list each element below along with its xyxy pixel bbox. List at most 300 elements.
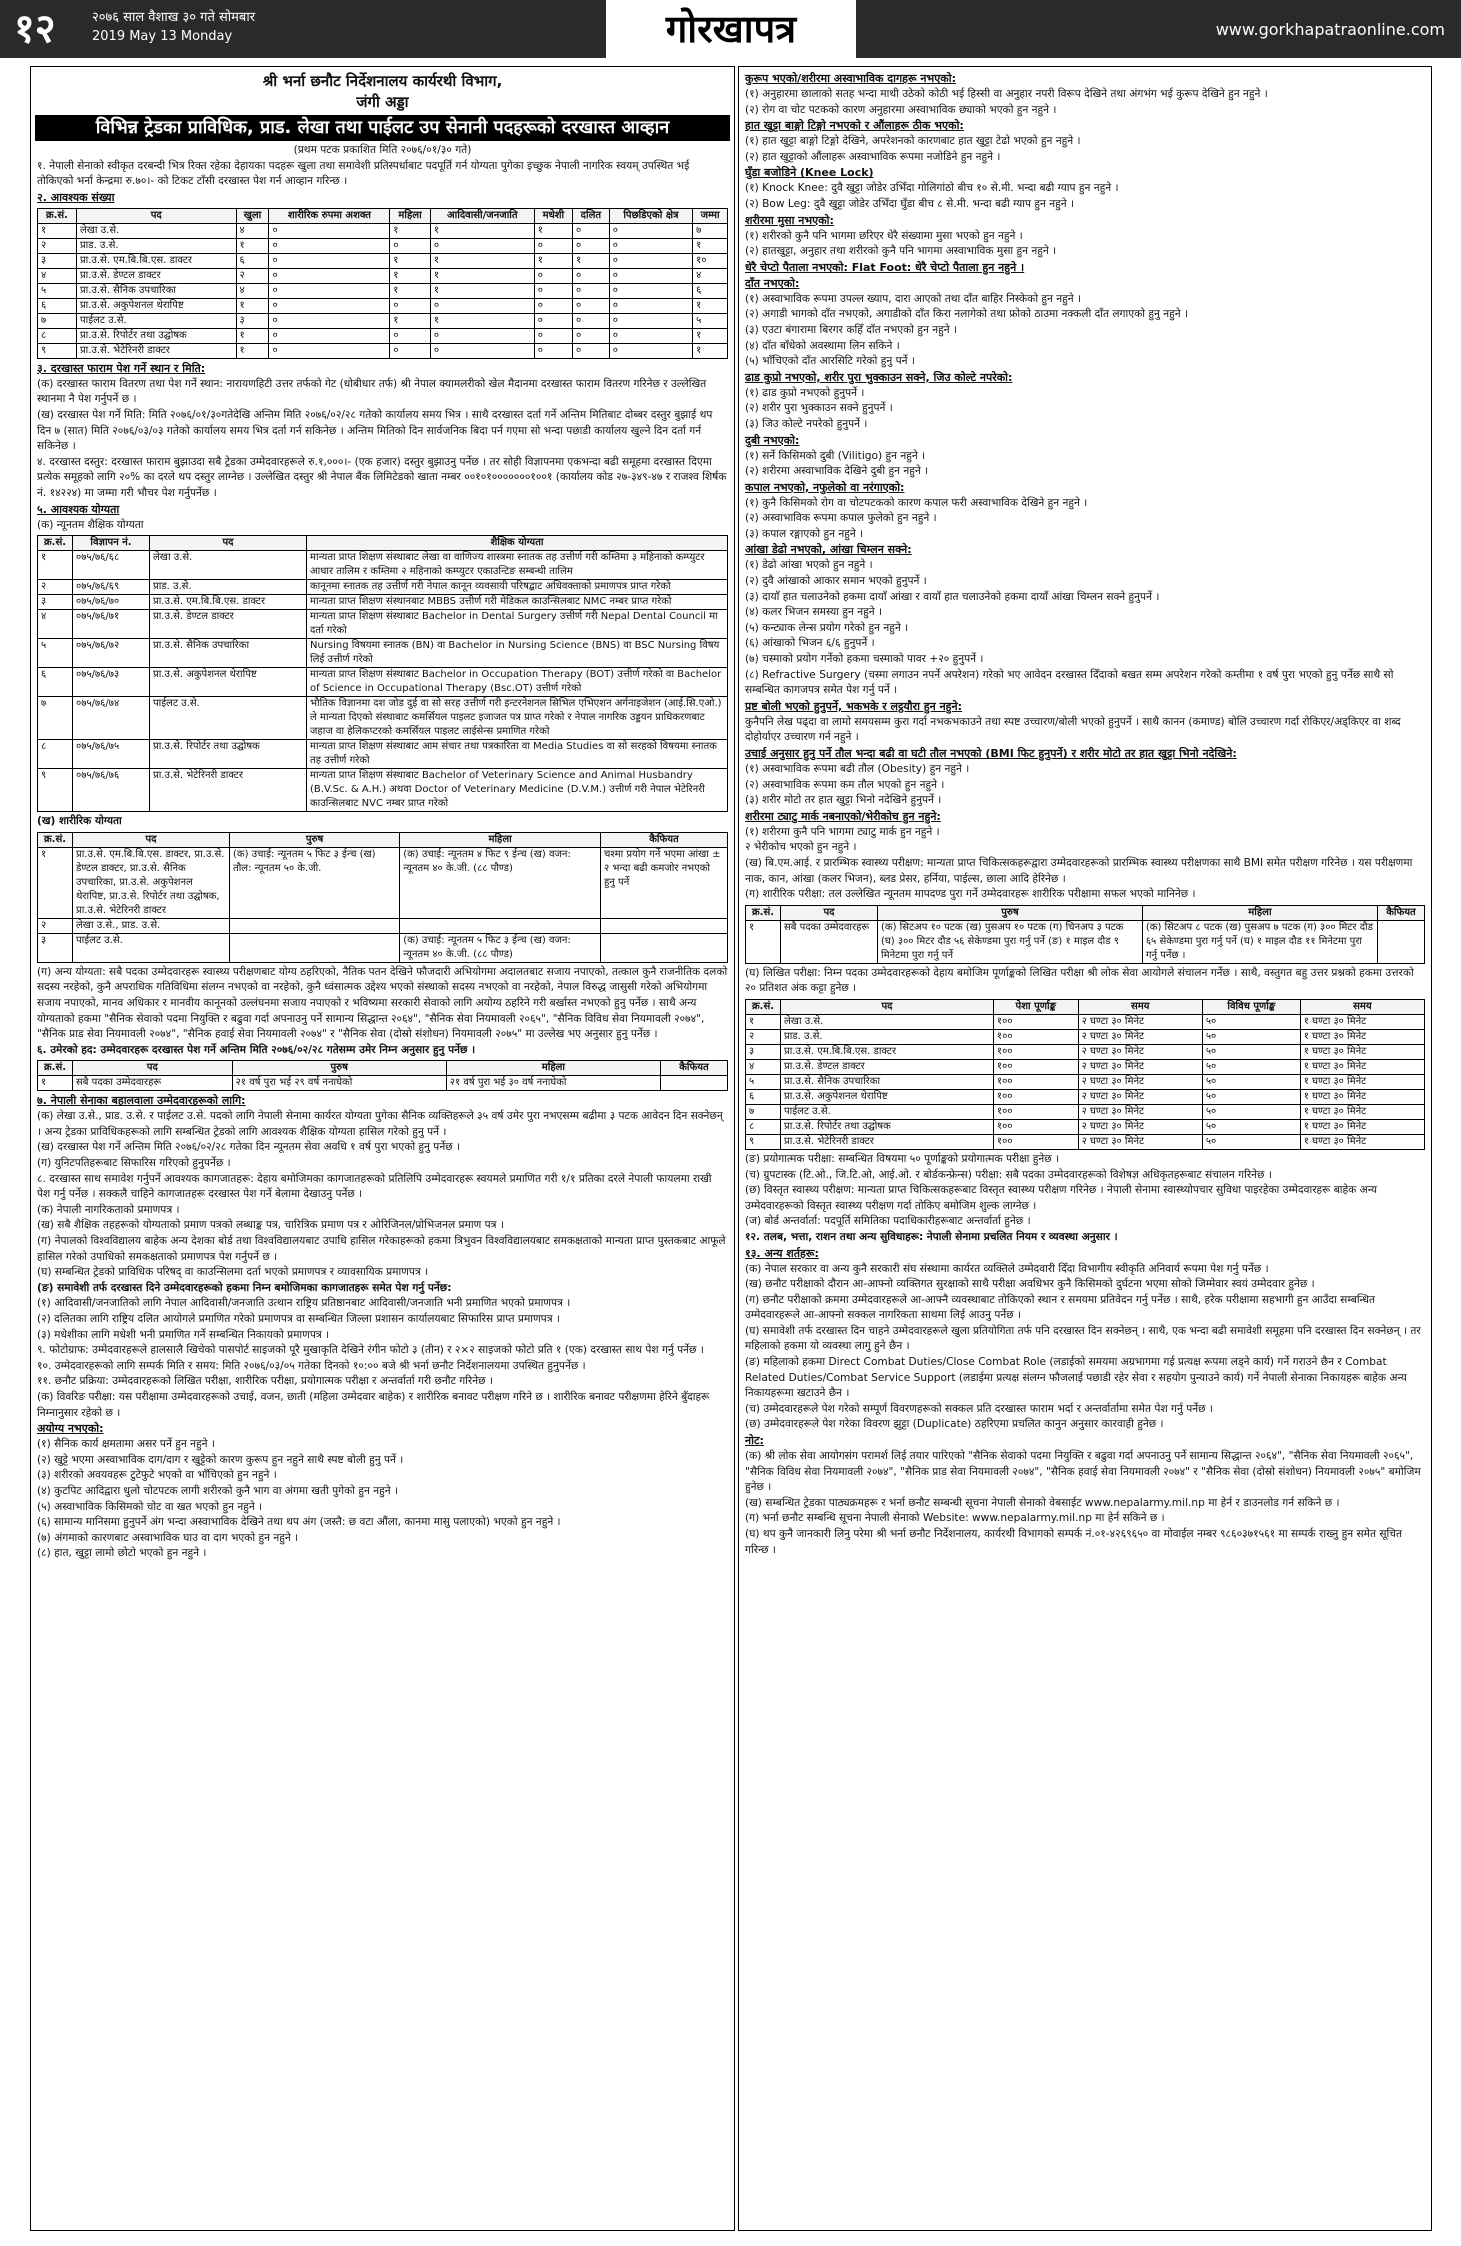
table-cell: ७	[693, 223, 728, 238]
table-cell: ०	[269, 238, 390, 253]
table-cell: १ घण्टा ३० मिनेट	[1300, 1014, 1424, 1029]
paragraph: (क) न्यूनतम शैक्षिक योग्यता	[37, 518, 144, 531]
table-row	[746, 1089, 1425, 1104]
table-row	[38, 610, 728, 639]
table-cell: प्राड. उ.से.	[76, 238, 236, 253]
table-cell: ०	[534, 328, 572, 343]
table-row	[746, 1029, 1425, 1044]
paragraph: (क) नेपाली नागरिकताको प्रमाणपत्र ।	[37, 1203, 180, 1216]
list-item: (६) सामान्य मानिसमा हुनुपर्ने अंग भन्दा अस्वाभाविक देखिने तथा थप अंग (जस्तै: छ वटा औंला, कानमा मासु पलाएको) भएको हुन नहुने ।	[37, 1516, 561, 1529]
table-cell: १ घण्टा ३० मिनेट	[1300, 1074, 1424, 1089]
paragraph: १०. उम्मेदवारहरूको लागि सम्पर्क मिति र समय: मिति २०७६/०३/०५ गतेका दिनको १०:०० बजे श्री भर्ना छनौट निर्देशनालयमा उपस्थित हुनुपर्नेछ ।	[37, 1359, 586, 1372]
list-item: (३) शरीरको अवयवहरू टुटेफुटे भएको वा भाँचिएको हुन नहुने ।	[37, 1469, 277, 1482]
table-cell: १००	[993, 1119, 1078, 1134]
first-publication: (प्रथम पटक प्रकाशित मिति २०७६/०१/३० गते)	[293, 144, 472, 156]
list-item: (छ) उम्मेदवारहरूले पेश गरेका विवरण झुट्टा (Duplicate) ठहरिएमा प्रचलित कानुन अनुसार कारवाही हुनेछ ।	[745, 1418, 1164, 1431]
table-cell: २	[746, 1029, 781, 1044]
table-cell: मान्यता प्राप्त शिक्षण संस्थाबाट आम संचार तथा पत्रकारिता वा Media Studies वा सो सरहको विषयमा स्नातक तह उत्तीर्ण गरेको	[307, 740, 728, 769]
table-cell: ०	[534, 238, 572, 253]
list-item: २ भेरीकोच भएको हुन नहुने ।	[745, 841, 857, 854]
paragraph: ११. छनौट प्रक्रिया: उम्मेदवारहरूको लिखित परीक्षा, शारीरिक परीक्षा, प्रयोगात्मक परीक्षा र अन्तर्वार्ता गरी छनौट गरिनेछ ।	[37, 1375, 493, 1388]
table-cell: ०	[609, 298, 692, 313]
table-row	[38, 343, 728, 358]
section-heading: ३. दरखास्त फाराम पेश गर्ने स्थान र मिति:	[37, 361, 206, 375]
table-cell: १	[38, 847, 73, 918]
table-cell: ०	[430, 238, 534, 253]
table-cell: १००	[993, 1044, 1078, 1059]
list-item: (५) भाँचिएको दाँत आरसिटि गरेको हुनु पर्ने ।	[745, 355, 915, 368]
section-heading: ७. नेपाली सेनाका बहालवाला उम्मेदवारहरूको लागि:	[37, 1094, 246, 1108]
table-row	[746, 1074, 1425, 1089]
paragraph: (ख) सबै शैक्षिक तहहरूको योग्यताको प्रमाण पत्रको लब्धाङ्क पत्र, चारित्रिक प्रमाण पत्र र ओरिजिनल/प्रोभिजनल प्रमाण पत्र ।	[37, 1219, 504, 1232]
table-cell: २ घण्टा ३० मिनेट	[1078, 1044, 1202, 1059]
section-heading: आंखा डेढो नभएको, आंखा चिम्लन सक्ने:	[745, 543, 912, 557]
list-item: (८) हात, खुट्टा लामो छोटो भएको हुन नहुने ।	[37, 1547, 207, 1560]
table-cell: ०	[534, 283, 572, 298]
paragraph: (ग) शारीरिक परीक्षा: तल उल्लेखित न्यूनतम मापदण्ड पुरा गर्ने उम्मेदवारहरू शारीरिक परीक्षामा सफल भएको मानिनेछ ।	[745, 888, 1196, 901]
section-heading: नोट:	[745, 1434, 764, 1448]
table-row	[38, 918, 728, 933]
table-cell: ०	[609, 313, 692, 328]
table-cell: ६	[236, 253, 269, 268]
table-row	[746, 920, 1425, 963]
table-cell	[1378, 920, 1425, 963]
table-cell: ०७५/७६/७१	[73, 610, 150, 639]
table-cell: ५	[38, 283, 77, 298]
table-row	[38, 328, 728, 343]
list-item: (४) दाँत बाँधेको अवस्थामा लिन सकिने ।	[745, 339, 900, 352]
table-cell: २ घण्टा ३० मिनेट	[1078, 1104, 1202, 1119]
criteria-list	[739, 87, 1431, 118]
paragraph: ४. दरखास्त दस्तुर: दरखास्त फाराम बुझाउदा सबै ट्रेडका उम्मेदवारहरूले रु.१,०००।- (एक हजार) दस्तुर बुझाउनु पर्नेछ । तर सोही विज्ञापनमा एकभन्दा बढी समूहमा दरखास्त दिएमा प्रत्येक समूहको लागि २०% का दरले थप दस्तुर लाग्नेछ । उल्लेखित दस्तुर श्री नेपाल बैंक लिमिटेडको खाता नम्बर ००१०१०००००००१००१ (कार्यालय कोड २७-३४९-४७ र राजश्व शिर्षक नं. १४२२४) मा जम्मा गरी भौचर पेश गर्नुपर्नेछ ।	[37, 455, 727, 499]
table-cell: Nursing विषयमा स्नातक (BN) वा Bachelor in Nursing Science (BNS) वा BSC Nursing विषय लिई उत्तीर्ण गरेको	[307, 639, 728, 668]
table-cell: १	[746, 920, 781, 963]
table-cell: ३	[746, 1044, 781, 1059]
physical-table	[37, 832, 728, 963]
section-heading: हात खुट्टा बाङ्गो टिङ्गो नभएको र औंलाहरू ठीक भएको:	[745, 119, 964, 133]
table-cell: ५०	[1202, 1074, 1300, 1089]
list-item: (३) शरीर मोटो तर हात खुट्टा भिनो नदेखिने हुनुपर्ने ।	[745, 794, 942, 807]
table-cell: प्रा.उ.से. अकुपेशनल थेरापिष्ट	[781, 1089, 994, 1104]
table-cell: ०	[609, 343, 692, 358]
table-cell: २	[38, 580, 73, 595]
table-cell: २ घण्टा ३० मिनेट	[1078, 1014, 1202, 1029]
table-cell: ५	[38, 639, 73, 668]
criteria-list	[739, 229, 1431, 260]
table-cell: ५०	[1202, 1134, 1300, 1149]
paragraph: (ग) अन्य योग्यता: सबै पदका उम्मेदवारहरू स्वास्थ्य परीक्षणबाट योग्य ठहरिएको, नैतिक पतन देखिने फौजदारी अभियोगमा अदालतबाट सजाय नपाएको, तत्काल कुनै राजनीतिक दलको सदस्य नरहेको, कुनै अपराधिक गतिविधिमा संलग्न नभएको वा नरहेको, कुनै ध्वंसात्मक उद्देश्य भएको संस्थाको सदस्य नभएको वा नरहेको, नेपाल विरुद्ध जासुसी गरेको अभियोगमा सजाय नपाएको, मानव अधिकार र मानवीय कानूनको उल्लंघनमा सजाय नपाएको र भविष्यमा सरकारी सेवाको लागि अयोग्य ठहरिने गरी बर्खास्त नभएको हुनु पर्नेछ । साथै अन्य योग्यताको हकमा "सैनिक सेवाको पदमा नियुक्ति र बढुवा गर्दा अपनाउनु पर्ने सामान्य सिद्धान्त २०६४", "सैनिक सेवा नियमावली २०६५", "सैनिक विविध सेवा नियमावली २०७४", "सैनिक प्राड सेवा नियमावली २०७४", "सैनिक हवाई सेवा नियमावली २०७४" र "सैनिक सेवा (दोस्रो संशोधन) नियमावली २०७५" मा उल्लेख भए अनुसार हुनु पर्नेछ ।	[37, 965, 728, 1041]
table-cell: प्रा.उ.से. अकुपेशनल थेरापिष्ट	[150, 668, 307, 697]
table-cell: ०	[430, 298, 534, 313]
table-cell: ०	[609, 223, 692, 238]
table-cell: ०	[609, 328, 692, 343]
table-row	[38, 595, 728, 610]
list-item: (४) कुटपिट आदिद्वारा धुलो चोटपटक लागी शरीरको कुनै भाग वा अंगमा खती पुगेको हुन नहुने ।	[37, 1484, 398, 1497]
table-cell: ०	[269, 283, 390, 298]
list-item: (३) दायाँ हात चलाउनेको हकमा दायाँ आंखा र वायाँ हात चलाउनेको हकमा दायाँ आंखा चिम्लन सक्ने हुनुपर्ने ।	[745, 590, 1160, 603]
table-cell: सबै पदका उम्मेदवारहरू	[73, 1076, 233, 1091]
list-item: (२) Bow Leg: दुवै खुट्टा जोडेर उभिँदा घुँडा बीच ८ से.मी. भन्दा बढी ग्याप हुन नहुने ।	[745, 197, 1074, 210]
table-cell: ५०	[1202, 1029, 1300, 1044]
paragraph: (१) आदिवासी/जनजातिको लागि नेपाल आदिवासी/जनजाति उत्थान राष्ट्रिय प्रतिष्ठानबाट आदिवासी/जनजाति भनी प्रमाणित भएको प्रमाणपत्र ।	[37, 1297, 571, 1310]
exam-table	[745, 999, 1425, 1150]
seats-table	[37, 208, 728, 359]
org-sub: जंगी अड्डा	[356, 93, 409, 111]
table-cell	[601, 933, 728, 962]
table-cell: ०	[573, 238, 610, 253]
page-number: १२	[14, 5, 56, 52]
table-cell: ५०	[1202, 1119, 1300, 1134]
table-cell: प्रा.उ.से. एम.बि.बि.एस. डाक्टर, प्रा.उ.से. डेण्टल डाक्टर, प्रा.उ.से. सैनिक उपचारिका, प्रा.उ.से. अकुपेशनल थेरापिष्ट, प्रा.उ.से. रिपोर्टर तथा उद्घोषक, प्रा.उ.से. भेटेरिनरी डाक्टर	[73, 847, 230, 918]
table-cell: ०७५/७६/७४	[73, 697, 150, 740]
table-cell: प्रा.उ.से. डेण्टल डाक्टर	[781, 1059, 994, 1074]
table-cell: ३	[38, 933, 73, 962]
paragraph: (ज) बोर्ड अन्तर्वार्ता: पदपूर्ति समितिका पदाधिकारीहरूबाट अन्तर्वार्ता हुनेछ ।	[745, 1215, 1031, 1228]
criteria-list	[739, 449, 1431, 480]
table-cell: १	[38, 551, 73, 580]
table-cell: ४	[38, 268, 77, 283]
table-header: क्र.सं. पद पुरुष महिला कैफियत	[38, 832, 728, 847]
table-cell: ०	[534, 298, 572, 313]
section-heading: १३. अन्य शर्तहरू:	[745, 1246, 819, 1260]
table-header: क्र.सं. पद पुरुष महिला कैफियत	[746, 905, 1425, 920]
table-cell: ०	[609, 238, 692, 253]
table-cell: ०	[390, 343, 431, 358]
table-cell: २१ वर्ष पुरा भई २९ वर्ष ननाघेको	[232, 1076, 446, 1091]
table-cell: ०	[269, 223, 390, 238]
list-item: (३) जिउ कोल्टे नपरेको हुनुपर्ने ।	[745, 417, 868, 430]
table-cell	[400, 918, 601, 933]
table-row	[38, 847, 728, 918]
table-row	[746, 1134, 1425, 1149]
paragraph: (ख) दरखास्त पेश गर्ने मिति: मिति २०७६/०१/३०गतेदेखि अन्तिम मिति २०७६/०२/२८ गतेको कार्यालय समय भित्र । साथै दरखास्त दर्ता गर्ने अन्तिम मितिबाट दोब्बर दस्तुर बुझाई थप दिन ७ (सात) मिति २०७६/०३/०३ गतेको कार्यालय समय भित्र दर्ता गर्न सकिनेछ । अन्तिम मितिको दिन सार्वजनिक बिदा पर्न गएमा सो भन्दा पछाडी कार्यालय खुल्ने दिन दर्ता गर्न सकिनेछ ।	[37, 408, 713, 453]
table-cell: ८	[746, 1119, 781, 1134]
table-cell: ०७५/७६/७६	[73, 769, 150, 812]
table-cell: ०	[269, 313, 390, 328]
table-header: क्र.सं. पद पेशा पूर्णाङ्क समय विविध पूर्णाङ्क समय	[746, 999, 1425, 1014]
table-cell: ०	[573, 223, 610, 238]
criteria-list	[739, 558, 1431, 698]
table-cell: १००	[993, 1134, 1078, 1149]
list-item: (च) उम्मेदवारहरूले पेश गरेको सम्पूर्ण विवरणहरूको सक्कल प्रति दरखास्त फाराम भर्दा र अन्तर्वार्तामा समेत पेश गर्नु पर्नेछ ।	[745, 1402, 1213, 1415]
table-cell: १	[38, 1076, 73, 1091]
table-cell: ०	[573, 343, 610, 358]
table-row	[746, 1059, 1425, 1074]
paragraph: (ङ) प्रयोगात्मक परीक्षा: सम्बन्धित विषयमा ५० पूर्णाङ्कको प्रयोगात्मक परीक्षा हुनेछ ।	[745, 1152, 1060, 1165]
list-item: (१) अनुहारमा छालाको सतह भन्दा माथी उठेको कोठी भई हिस्सी वा अनुहार नपरी विरूप देखिने तथा अंगभंग भई कुरूप देखिने हुन नहुने ।	[745, 88, 1268, 100]
table-cell: २ घण्टा ३० मिनेट	[1078, 1059, 1202, 1074]
table-cell: प्रा.उ.से. भेटेरिनरी डाक्टर	[150, 769, 307, 812]
list-item: (२) हात खुट्टाको औंलाहरू अस्वाभाविक रूपमा नजोडिने हुन नहुने ।	[745, 150, 1001, 163]
table-cell: मान्यता प्राप्त शिक्षण संस्थाबाट लेखा वा वाणिज्य शास्त्रमा स्नातक तह उत्तीर्ण गरी कम्तिमा ३ महिनाको कम्प्युटर आधार तालिम र कम्तिमा २ महिनाको कम्प्युटर एकाउन्टिङ सम्बन्धी तालिम	[307, 551, 728, 580]
list-item: (१) डेढो आंखा भएको हुन नहुने ।	[745, 559, 873, 572]
table-cell: १	[236, 298, 269, 313]
table-cell: ४	[38, 610, 73, 639]
paragraph: (घ) लिखित परीक्षा: निम्न पदका उम्मेदवारहरूको देहाय बमोजिम पूर्णाङ्कको लिखित परीक्षा श्री लोक सेवा आयोगले संचालन गर्नेछ । साथै, वस्तुगत बहु उत्तर प्रश्नको हकमा उत्तरको २० प्रतिशत अंक कट्टा हुनेछ ।	[745, 966, 1414, 995]
paragraph: (ग) युनिटपतिहरूबाट सिफारिस गरिएको हुनुपर्नेछ ।	[37, 1157, 231, 1170]
table-cell: १	[236, 238, 269, 253]
table-cell: प्रा.उ.से. सैनिक उपचारिका	[150, 639, 307, 668]
table-cell: १	[693, 238, 728, 253]
table-row	[746, 1044, 1425, 1059]
section-heading: ५. आवश्यक योग्यता	[37, 502, 120, 516]
list-item: (२) शरीरमा अस्वाभाविक देखिने दुबी हुन नहुने ।	[745, 465, 929, 478]
table-cell: २	[38, 238, 77, 253]
table-cell: ०७५/७६/६८	[73, 551, 150, 580]
table-cell: १	[573, 253, 610, 268]
table-cell: मान्यता प्राप्त शिक्षण संस्थाबाट Bachelor of Veterinary Science and Animal Husbandry (B.V.Sc. & A.H.) अथवा Doctor of Veterinary Medicine (D.V.M.) उत्तीर्ण गरी नेपाल भेटेरिनरी काउन्सिलबाट NVC नम्बर प्राप्त गरेको	[307, 769, 728, 812]
intro-paragraph: १. नेपाली सेनाको स्वीकृत दरबन्दी भित्र रिक्त रहेका देहायका पदहरू खुला तथा समावेशी प्रतिस्पर्धाबाट पदपूर्ति गर्न योग्यता पुगेका इच्छुक नेपाली नागरिक स्वयम् उपस्थित भई तोकिएको भर्ना केन्द्रमा रु.७०।- को टिकट टाँसी दरखास्त पेश गर्न आव्हान गरिन्छ ।	[37, 159, 690, 188]
paragraph: (क) लेखा उ.से., प्राड. उ.से. र पाईलट उ.से. पदको लागि नेपाली सेनामा कार्यरत योग्यता पुगेका सैनिक व्यक्तिहरूले ३५ वर्ष उमेर पुरा नभएसम्म बढीमा ३ पटक आवेदन दिन सक्नेछन् । अन्य ट्रेडका प्राविधिकहरूको लागि सम्बन्धित ट्रेडको लागि आवश्यक शैक्षिक योग्यता हासिल गरेको हुनु पर्ने ।	[37, 1110, 723, 1138]
table-cell: २ घण्टा ३० मिनेट	[1078, 1089, 1202, 1104]
table-cell: (क) सिटअप १० पटक (ख) पुसअप १० पटक (ग) चिनअप ३ पटक (घ) ३०० मिटर दौड ५६ सेकेण्डमा पुरा गर्नु पर्ने (ङ) १ माइल दौड ९ मिनेटमा पुरा गर्नु पर्ने	[878, 920, 1143, 963]
list-item: (३) कपाल रङ्गाएको हुन नहुने ।	[745, 527, 864, 540]
table-header: क्र.सं. पद पुरुष महिला कैफियत	[38, 1061, 728, 1076]
section-heading: दुबी नभएको:	[745, 433, 800, 447]
table-cell: प्रा.उ.से. रिपोर्टर तथा उद्घोषक	[150, 740, 307, 769]
criteria-list	[739, 292, 1431, 370]
table-row	[38, 1076, 728, 1091]
table-cell: ०	[390, 328, 431, 343]
list-item: (७) चस्माको प्रयोग गर्नेको हकमा चस्माको पावर +२० हुनुपर्ने ।	[745, 653, 984, 666]
table-cell: कानूनमा स्नातक तह उत्तीर्ण गरी नेपाल कानून व्यवसायी परिषद्बाट अधिवक्ताको प्रमाणपत्र प्राप्त गरेको	[307, 580, 728, 595]
paragraph: (क) दरखास्त फाराम वितरण तथा पेश गर्ने स्थान: नारायणहिटी उत्तर तर्फको गेट (धोबीधार तर्फ) श्री नेपाल क्यामलरीको खेल मैदानमा दरखास्त फाराम वितरण गरिनेछ र उल्लेखित स्थानमा नै पेश गर्नुपर्ने छ ।	[37, 377, 707, 406]
table-cell: ०	[534, 313, 572, 328]
table-cell: १ घण्टा ३० मिनेट	[1300, 1044, 1424, 1059]
table-cell: ०	[534, 343, 572, 358]
table-cell: (क) उचाई: न्यूनतम ५ फिट ३ ईन्च (ख) तौल: न्यूनतम ५० के.जी.	[230, 847, 400, 918]
table-cell: १००	[993, 1059, 1078, 1074]
table-cell: लेखा उ.से.	[150, 551, 307, 580]
newspaper-header	[0, 0, 1461, 58]
table-cell: प्राड. उ.से.	[150, 580, 307, 595]
table-cell: ०	[269, 343, 390, 358]
table-cell: ०	[269, 253, 390, 268]
criteria-list	[31, 1437, 734, 1562]
table-cell: १	[390, 268, 431, 283]
paragraph: ९. फोटोग्राफ: उम्मेदवारहरूले हालसालै खिचेको पासपोर्ट साइजको पूरै मुखाकृति देखिने रंगीन फोटो ३ (तीन) र २×२ साइजको फोटो प्रति १ (एक) दरखास्त साथ पेश गर्नु पर्नेछ ।	[37, 1344, 704, 1357]
table-cell: प्रा.उ.से. एम.बि.बि.एस. डाक्टर	[76, 253, 236, 268]
table-cell: ४	[236, 223, 269, 238]
list-item: (८) Refractive Surgery (चस्मा लगाउन नपर्ने अपरेशन) गरेको भए आवेदन दरखास्त दिँदाको बखत सम्म अपरेशन गरेको कम्तीमा १ वर्ष पुरा भएको हुनु पर्नेछ साथै सो सम्बन्धित कागजपत्र समेत पेश गर्नु पर्ने ।	[745, 668, 1394, 697]
list-item: (ख) सम्बन्धित ट्रेडका पाठ्यक्रमहरू र भर्ना छनौट सम्बन्धी सूचना नेपाली सेनाको वेबसाईट www.nepalarmy.mil.np मा हेर्न र डाउनलोड गर्न सकिने छ ।	[745, 1496, 1340, 1509]
section-heading: कपाल नभएको, नफुलेको वा नरंगाएको:	[745, 480, 905, 494]
paragraph: (ख) शारीरिक योग्यता	[37, 815, 122, 828]
table-cell: २ घण्टा ३० मिनेट	[1078, 1029, 1202, 1044]
left-column	[30, 66, 735, 2231]
table-row	[38, 223, 728, 238]
table-row	[746, 1104, 1425, 1119]
table-cell: १	[390, 253, 431, 268]
table-cell	[230, 918, 400, 933]
paragraph: ८. दरखास्त साथ समावेश गर्नुपर्ने आवश्यक कागजातहरू: देहाय बमोजिमका कागजातहरूको प्रतिलिपि उम्मेदवारहरू स्वयमले प्रमाणित गरी १/१ प्रतिका दरले नेपाली फायलमा राखी पेश गर्नु पर्नेछ । सक्कलै चाहिने कागजातहरू दरखास्त पेश गर्ने बेलामा देखाउनु पर्नेछ ।	[37, 1172, 712, 1201]
table-cell: १ घण्टा ३० मिनेट	[1300, 1059, 1424, 1074]
table-row	[38, 933, 728, 962]
table-cell: ५०	[1202, 1014, 1300, 1029]
list-item: (ख) छनौट परीक्षाको दौरान आ-आफ्नो व्यक्तिगत सुरक्षाको साथै परीक्षा अवधिभर कुनै किसिमको दुर्घटना भएमा सोको जिम्मेवार स्वयं उम्मेदवार हुनेछ ।	[745, 1278, 1315, 1291]
table-cell: प्राड. उ.से.	[781, 1029, 994, 1044]
list-item: (४) कलर भिजन समस्या हुन नहुने ।	[745, 606, 882, 619]
table-row	[38, 253, 728, 268]
table-cell: प्रा.उ.से. रिपोर्टर तथा उद्घोषक	[76, 328, 236, 343]
table-cell: ४	[236, 283, 269, 298]
table-cell: १	[390, 283, 431, 298]
table-cell: १००	[993, 1089, 1078, 1104]
table-row	[38, 268, 728, 283]
table-cell: ०	[609, 268, 692, 283]
list-item: (१) Knock Knee: दुवै खुट्टा जोडेर उभिँदा गोलिगांठो बीच १० से.मी. भन्दा बढी ग्याप हुन नहुने ।	[745, 182, 1119, 195]
section-heading: ढाड कुप्रो नभएको, शरीर पुरा भुक्काउन सक्ने, जिउ कोल्टे नपरेको:	[745, 370, 1013, 384]
table-row	[38, 551, 728, 580]
table-cell: १	[38, 223, 77, 238]
table-cell: (क) उचाई: न्यूनतम ४ फिट ९ ईन्च (ख) वजन: न्यूनतम ४० के.जी. (८८ पौण्ड)	[400, 847, 601, 918]
date-english: 2019 May 13 Monday	[92, 29, 233, 44]
list-item: (घ) समावेशी तर्फ दरखास्त दिन चाहने उम्मेदवारहरूले खुला प्रतियोगिता तर्फ पनि दरखास्त दिन सक्नेछन् । साथै, एक भन्दा बढी समावेशी समूहमा पनि दरखास्त दिन सक्नेछन् । तर महिलाको हकमा यो व्यवस्था लागु हुने छैन ।	[745, 1324, 1421, 1353]
conditions-list	[739, 1262, 1431, 1434]
table-cell: १	[430, 268, 534, 283]
table-cell: १ घण्टा ३० मिनेट	[1300, 1134, 1424, 1149]
table-cell: ०७५/७६/७०	[73, 595, 150, 610]
table-cell	[230, 933, 400, 962]
age-table	[37, 1060, 728, 1091]
table-cell: १०	[693, 253, 728, 268]
list-item: (१) ढाड कुप्रो नभएको हुनुपर्ने ।	[745, 386, 865, 399]
table-cell: ५०	[1202, 1104, 1300, 1119]
table-cell: १	[534, 223, 572, 238]
table-cell: ७	[746, 1104, 781, 1119]
table-cell: ०	[609, 253, 692, 268]
table-row	[38, 740, 728, 769]
table-cell: १००	[993, 1074, 1078, 1089]
table-cell: ८	[38, 328, 77, 343]
list-item: (१) कुनै किसिमको रोग वा चोटपटकको कारण कपाल फरी अस्वाभाविक देखिने हुन नहुने ।	[745, 496, 1088, 509]
table-cell: ०	[573, 298, 610, 313]
paragraph: (ग) नेपालको विश्वविद्यालय बाहेक अन्य देशका बोर्ड तथा विश्वविद्यालयबाट उपाधि हासिल गरेकाहरूको हकमा त्रिभुवन विश्वविद्यालयबाट समकक्षताको मान्यता प्राप्त पुस्तकबाट आफूले हासिल गरेको उपाधिको समकक्षताको प्रमाणपत्र पेश गर्नुपर्ने छ ।	[37, 1235, 726, 1263]
table-cell: ३	[38, 595, 73, 610]
paragraph: ६. उमेरको हद: उम्मेदवारहरू दरखास्त पेश गर्ने अन्तिम मिति २०७६/०२/२८ गतेसम्म उमेर निम्न अनुसार हुनु पर्नेछ ।	[37, 1043, 476, 1056]
paragraph: (ङ) समावेशी तर्फ दरखास्त दिने उम्मेदवारहरूको हकमा निम्न बमोजिमका कागजातहरू समेत पेश गर्नु पर्नेछ:	[37, 1281, 452, 1294]
table-cell: १ घण्टा ३० मिनेट	[1300, 1089, 1424, 1104]
table-cell: प्रा.उ.से. अकुपेशनल थेरापिष्ट	[76, 298, 236, 313]
table-cell: ७	[38, 313, 77, 328]
table-cell: ३	[38, 253, 77, 268]
criteria-list	[739, 181, 1431, 212]
list-item: (६) आंखाको भिजन ६/६ हुनुपर्ने ।	[745, 637, 875, 650]
list-item: (१) अस्वाभाविक रूपमा बढी तौल (Obesity) हुन नहुने ।	[745, 763, 970, 775]
table-cell: लेखा उ.से.	[76, 223, 236, 238]
table-row	[38, 580, 728, 595]
table-cell: ५०	[1202, 1059, 1300, 1074]
paragraph: १२. तलब, भत्ता, राशन तथा अन्य सुविधाहरू: नेपाली सेनामा प्रचलित नियम र व्यवस्था अनुसार ।	[745, 1230, 1118, 1243]
table-cell: १	[390, 313, 431, 328]
right-column	[738, 66, 1432, 2231]
issue-date	[92, 8, 255, 46]
table-cell: पाईलट उ.से.	[76, 313, 236, 328]
list-item: (ग) भर्ना छनौट सम्बन्धि सूचना नेपाली सेनाको Website: www.nepalarmy.mil.np मा हेर्न सकिने छ ।	[745, 1512, 1165, 1525]
list-item: (२) अगाडी भागको दाँत नभएको, अगाडीको दाँत किरा नलागेको तथा फ्रोको ठाउमा नक्कली दाँत लगाएको हुनु नहुने ।	[745, 308, 1188, 321]
paragraph: (ख) बि.एम.आई. र प्रारम्भिक स्वास्थ्य परीक्षण: मान्यता प्राप्त चिकित्सकहरूद्वारा उम्मेदवारहरूको प्रारम्भिक स्वास्थ्य परीक्षणका साथै BMI समेत परीक्षण गरिनेछ । यस परीक्षणमा नाक, कान, आंखा (कलर भिजन), ब्लड प्रेसर, हर्निया, पाईल्स, छाला आदि हेरिनेछ ।	[745, 856, 1413, 885]
table-cell: ९	[38, 769, 73, 812]
table-cell: ०	[430, 343, 534, 358]
org-name: श्री भर्ना छनौट निर्देशनालय कार्यरथी विभाग,	[262, 72, 503, 90]
section-heading: अयोग्य नभएको:	[37, 1422, 104, 1436]
table-cell: १००	[993, 1104, 1078, 1119]
table-cell: १	[746, 1014, 781, 1029]
paragraph: (२) दलितका लागि राष्ट्रिय दलित आयोगले प्रमाणित गरेको प्रमाणपत्र वा सम्बन्धित जिल्ला प्रशासन कार्यालयबाट सिफारिस प्राप्त प्रमाणपत्र ।	[37, 1313, 560, 1325]
table-cell: १	[693, 298, 728, 313]
table-cell: मान्यता प्राप्त शिक्षण संस्थाबाट Bachelor in Dental Surgery उत्तीर्ण गरी Nepal Dental Council मा दर्ता गरेको	[307, 610, 728, 639]
table-cell: ९	[746, 1134, 781, 1149]
table-header: क्र.सं. पद खुला शारीरिक रुपमा अशक्त महिला आदिवासी/जनजाति मधेशी दलित पिछडिएको क्षेत्र जम्मा	[38, 208, 728, 223]
table-cell: १ घण्टा ३० मिनेट	[1300, 1119, 1424, 1134]
table-cell: ०	[390, 238, 431, 253]
table-cell: ०	[573, 313, 610, 328]
list-item: (क) नेपाल सरकार वा अन्य कुनै सरकारी संघ संस्थामा कार्यरत व्यक्तिले उम्मेदवारी दिँदा विभागीय स्वीकृति अनिवार्य रूपमा पेश गर्नु पर्नेछ ।	[745, 1262, 1269, 1275]
table-cell	[601, 918, 728, 933]
list-item: (१) सैनिक कार्य क्षमतामा असर पर्ने हुन नहुने ।	[37, 1438, 215, 1451]
table-cell: २ घण्टा ३० मिनेट	[1078, 1119, 1202, 1134]
table-cell: १	[236, 328, 269, 343]
table-cell: लेखा उ.से.	[781, 1014, 994, 1029]
table-row	[38, 769, 728, 812]
table-cell: प्रा.उ.से. भेटेरिनरी डाक्टर	[76, 343, 236, 358]
list-item: (१) हात खुट्टा बाङ्गो टिङ्गो देखिने, अपरेशनको कारणबाट हात खुट्टा टेढो भएको हुन नहुने ।	[745, 135, 1081, 148]
section-heading: कुरूप भएको/शरीरमा अस्वाभाविक दागहरू नभएको:	[745, 72, 956, 85]
list-item: (७) अंगमाको कारणबाट अस्वाभाविक घाउ वा दाग भएको हुन नहुने ।	[37, 1531, 299, 1544]
table-cell: ९	[38, 343, 77, 358]
table-cell: प्रा.उ.से. भेटेरिनरी डाक्टर	[781, 1134, 994, 1149]
table-cell: प्रा.उ.से. डेण्टल डाक्टर	[150, 610, 307, 639]
table-cell: १	[390, 223, 431, 238]
table-cell: २	[236, 268, 269, 283]
table-cell: प्रा.उ.से. एम.बि.बि.एस. डाक्टर	[150, 595, 307, 610]
table-cell: चश्मा प्रयोग गर्ने भएमा आंखा ± २ भन्दा बढी कमजोर नभएको हुनु पर्ने	[601, 847, 728, 918]
masthead: गोरखापत्र	[606, 0, 856, 58]
list-item: (ग) छनौट परीक्षाको क्रममा उम्मेदवारहरूले आ-आफ्नै व्यवस्थाबाट तोकिएको स्थान र समयमा प्रतिवेदन गर्नु पर्नेछ । साथै, हरेक परीक्षामा सहभागी हुन आउँदा सम्बन्धित उम्मेदवारहरूले आ-आफ्नो सक्कल नागरिकता साथमा लिई आउनु पर्नेछ ।	[745, 1293, 1376, 1322]
table-cell: १	[236, 343, 269, 358]
table-row	[38, 697, 728, 740]
criteria-list	[739, 762, 1431, 809]
table-cell: १	[534, 253, 572, 268]
table-row	[38, 298, 728, 313]
table-cell: मान्यता प्राप्त शिक्षण संस्थाबाट Bachelor in Occupation Therapy (BOT) उत्तीर्ण गरेको वा Bachelor of Science in Occupational Therapy (Bsc.OT) उत्तीर्ण गरेको	[307, 668, 728, 697]
table-cell: ४	[746, 1059, 781, 1074]
table-cell: पाईलट उ.से.	[781, 1104, 994, 1119]
section-heading: प्रष्ट बोली भएको हुनुपर्ने, भकभके र लट्ठयौरा हुन नहुने:	[745, 699, 963, 713]
notes-list	[739, 1449, 1431, 1558]
list-item: (२) खुट्टे भएमा अस्वाभाविक दाग/दाग र खुट्टेको कारण कुरूप हुन नहुने साथै स्पष्ट बोली हुनु पर्ने ।	[37, 1453, 404, 1466]
list-item: (२) रोग वा चोट पटकको कारण अनुहारमा अस्वाभाविक छ्याको भएको हुन नहुने ।	[745, 103, 1057, 116]
table-cell: ६	[746, 1089, 781, 1104]
table-cell: ०	[573, 328, 610, 343]
website-url[interactable]: www.gorkhapatraonline.com	[1215, 20, 1445, 39]
table-cell: १	[430, 223, 534, 238]
table-row	[38, 313, 728, 328]
table-cell: १	[430, 253, 534, 268]
criteria-list	[739, 496, 1431, 543]
table-cell: ०	[390, 298, 431, 313]
paragraph: कुनैपनि लेख पढ्दा वा लामो समयसम्म कुरा गर्दा नभकभकाउने तथा स्पष्ट उच्चारण/बोली भएको हुनुपर्ने । साथै कानन (कमाण्ड) बोलि उच्चारण गर्दा रोकिएर/अड्किएर वा शब्द दोहोर्याएर उच्चारण गर्न नहुने ।	[745, 715, 1401, 744]
section-heading: दाँत नभएको:	[745, 276, 800, 290]
table-cell: प्रा.उ.से. रिपोर्टर तथा उद्घोषक	[781, 1119, 994, 1134]
education-table	[37, 535, 728, 812]
list-item: (१) शरीरमा कुनै पनि भागमा ट्याटु मार्क हुन नहुने ।	[745, 825, 940, 838]
table-cell: ६	[38, 668, 73, 697]
table-cell: १	[430, 283, 534, 298]
paragraph: (ख) दरखास्त पेश गर्ने अन्तिम मिति २०७६/०२/२८ गतेका दिन न्यूनतम सेवा अवधि १ वर्ष पुरा भएको हुनु पर्नेछ ।	[37, 1141, 461, 1154]
list-item: (५) कन्ट्याक लेन्स प्रयोग गरेको हुन नहुने ।	[745, 621, 909, 634]
table-cell: ०७५/७६/६९	[73, 580, 150, 595]
